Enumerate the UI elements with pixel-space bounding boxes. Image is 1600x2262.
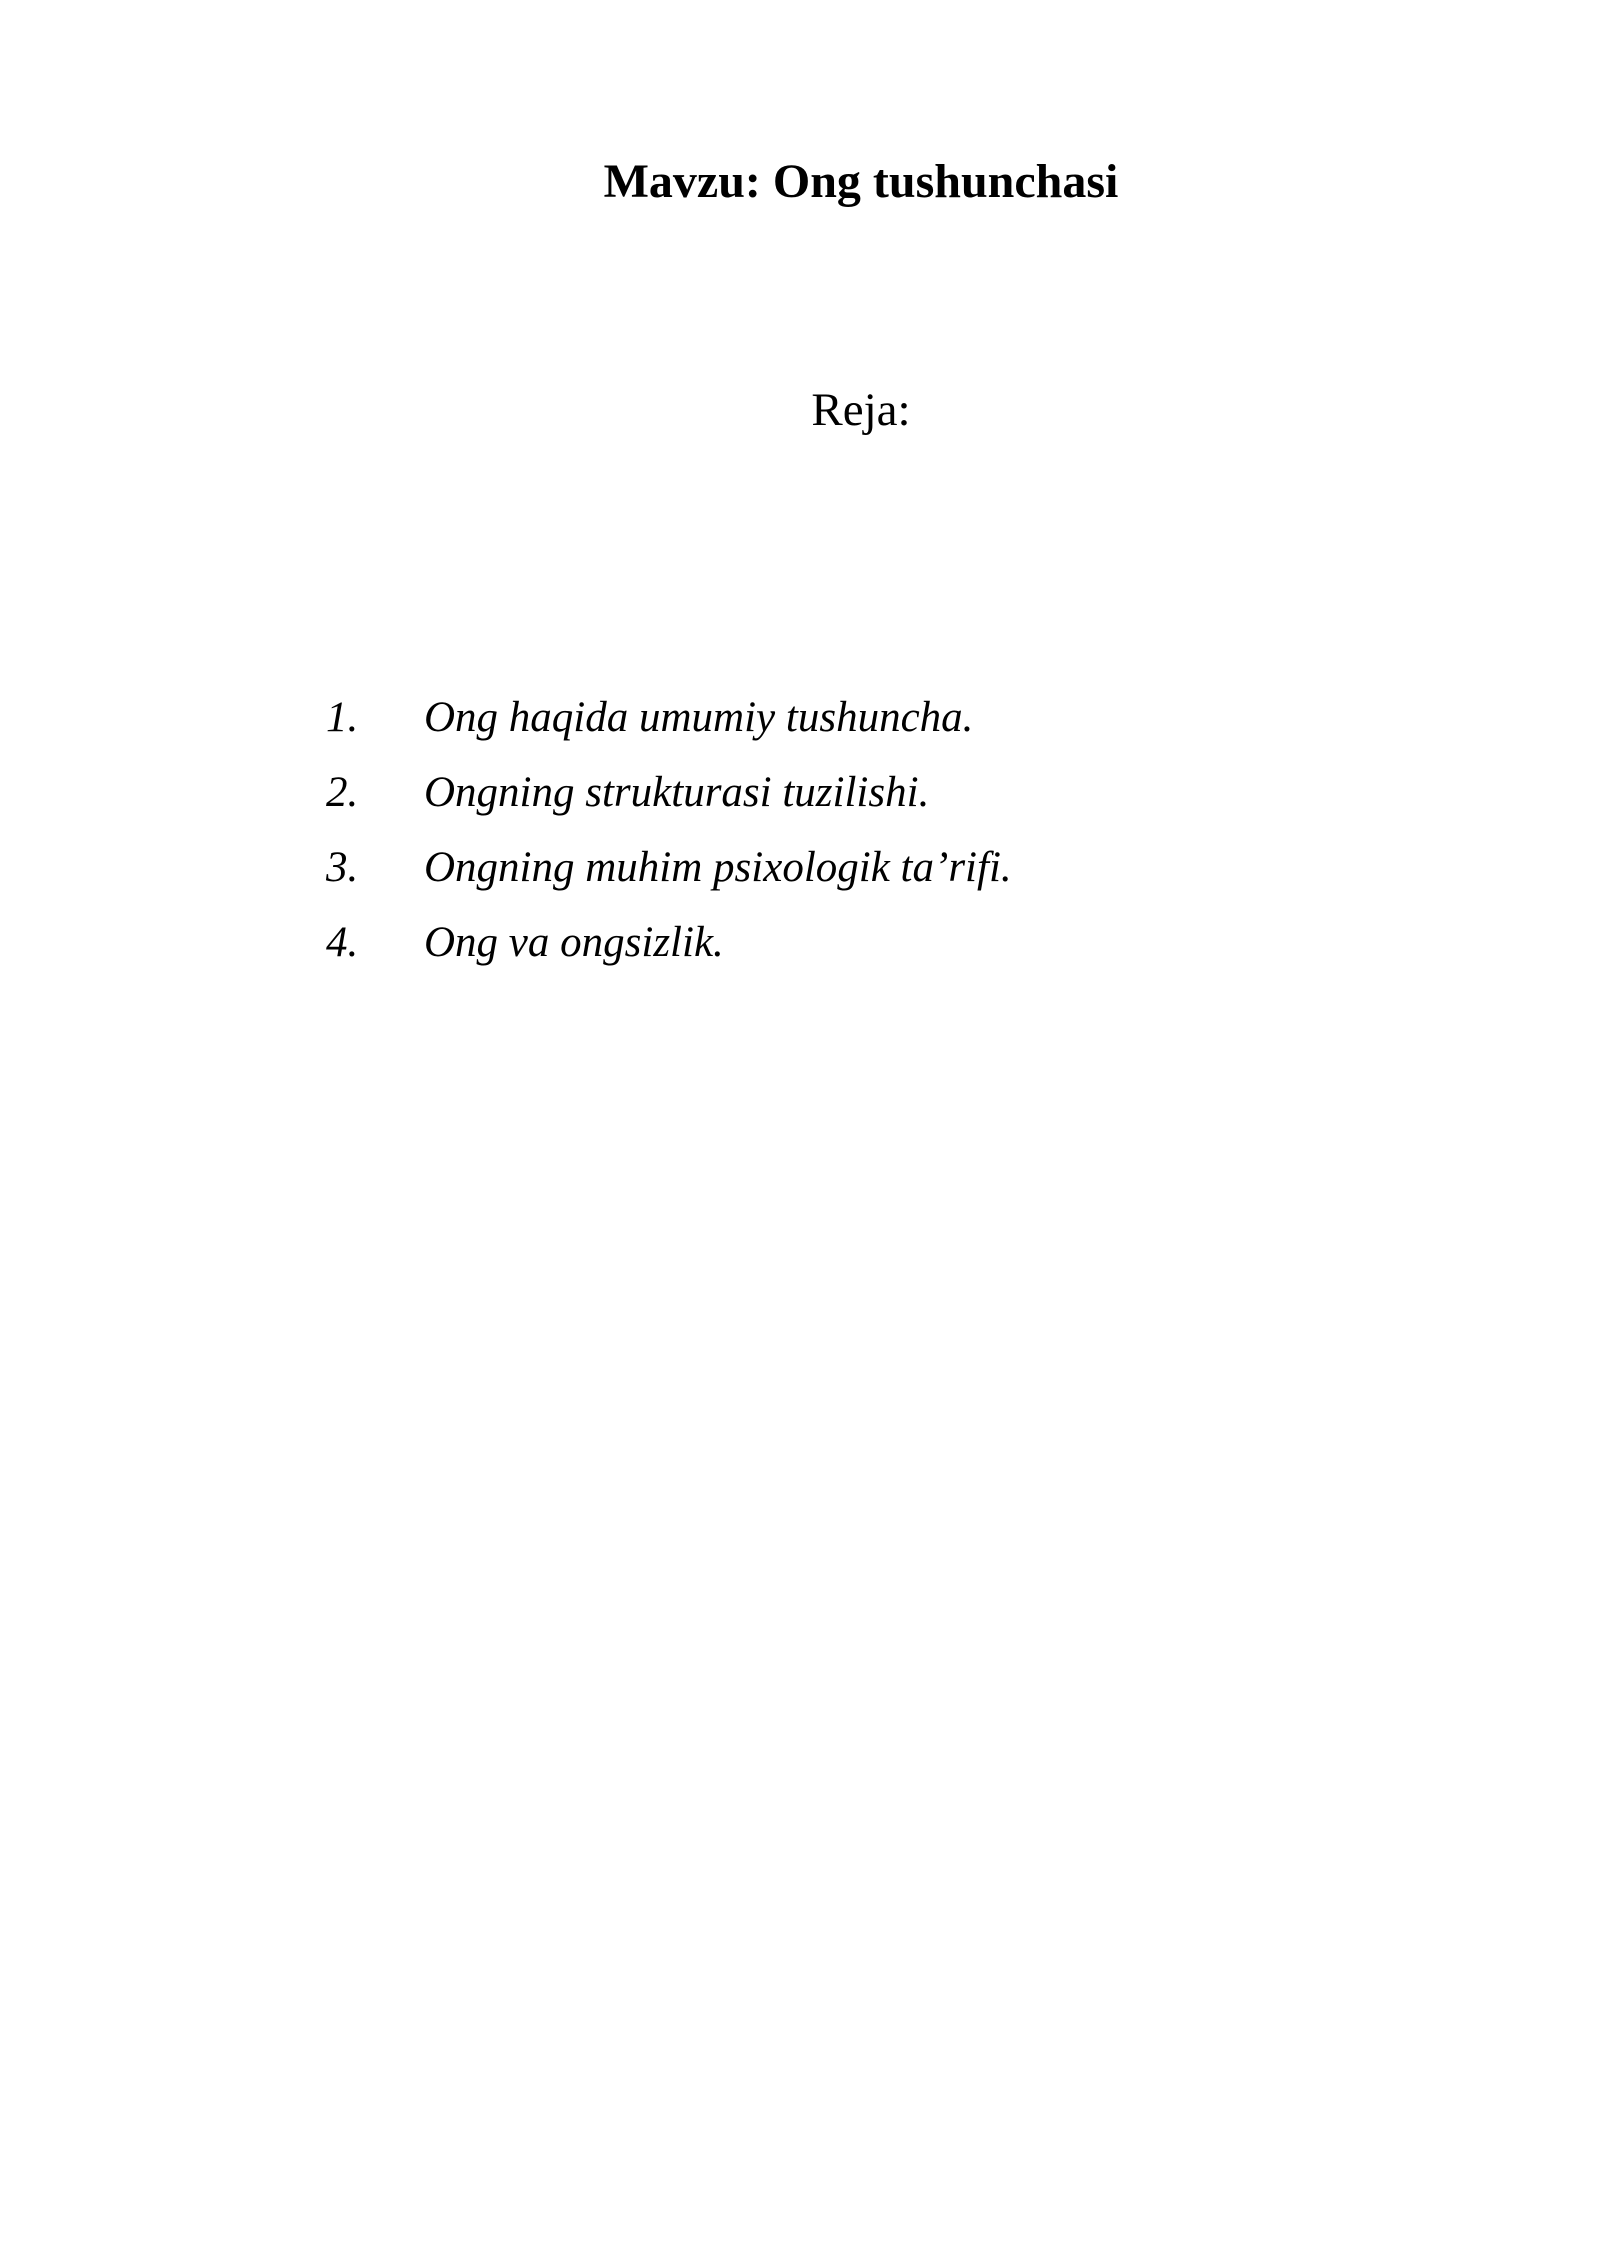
plan-item-text: Ongning strukturasi tuzilishi. bbox=[424, 769, 930, 816]
plan-item-number: 3. bbox=[326, 844, 359, 891]
plan-item-number: 1. bbox=[326, 694, 359, 741]
plan-item-number: 4. bbox=[326, 919, 359, 966]
plan-item bbox=[326, 686, 1012, 761]
plan-item-text: Ong haqida umumiy tushuncha. bbox=[424, 694, 974, 741]
plan-item bbox=[326, 836, 1012, 911]
plan-item-number: 2. bbox=[326, 769, 359, 816]
plan-item bbox=[326, 911, 1012, 986]
plan-item bbox=[326, 761, 1012, 836]
document-title: Mavzu: Ong tushunchasi bbox=[603, 155, 1119, 208]
plan-list bbox=[326, 686, 1012, 986]
plan-heading: Reja: bbox=[811, 384, 911, 436]
plan-item-text: Ongning muhim psixologik ta’rifi. bbox=[424, 844, 1012, 891]
plan-item-text: Ong va ongsizlik. bbox=[424, 919, 724, 966]
